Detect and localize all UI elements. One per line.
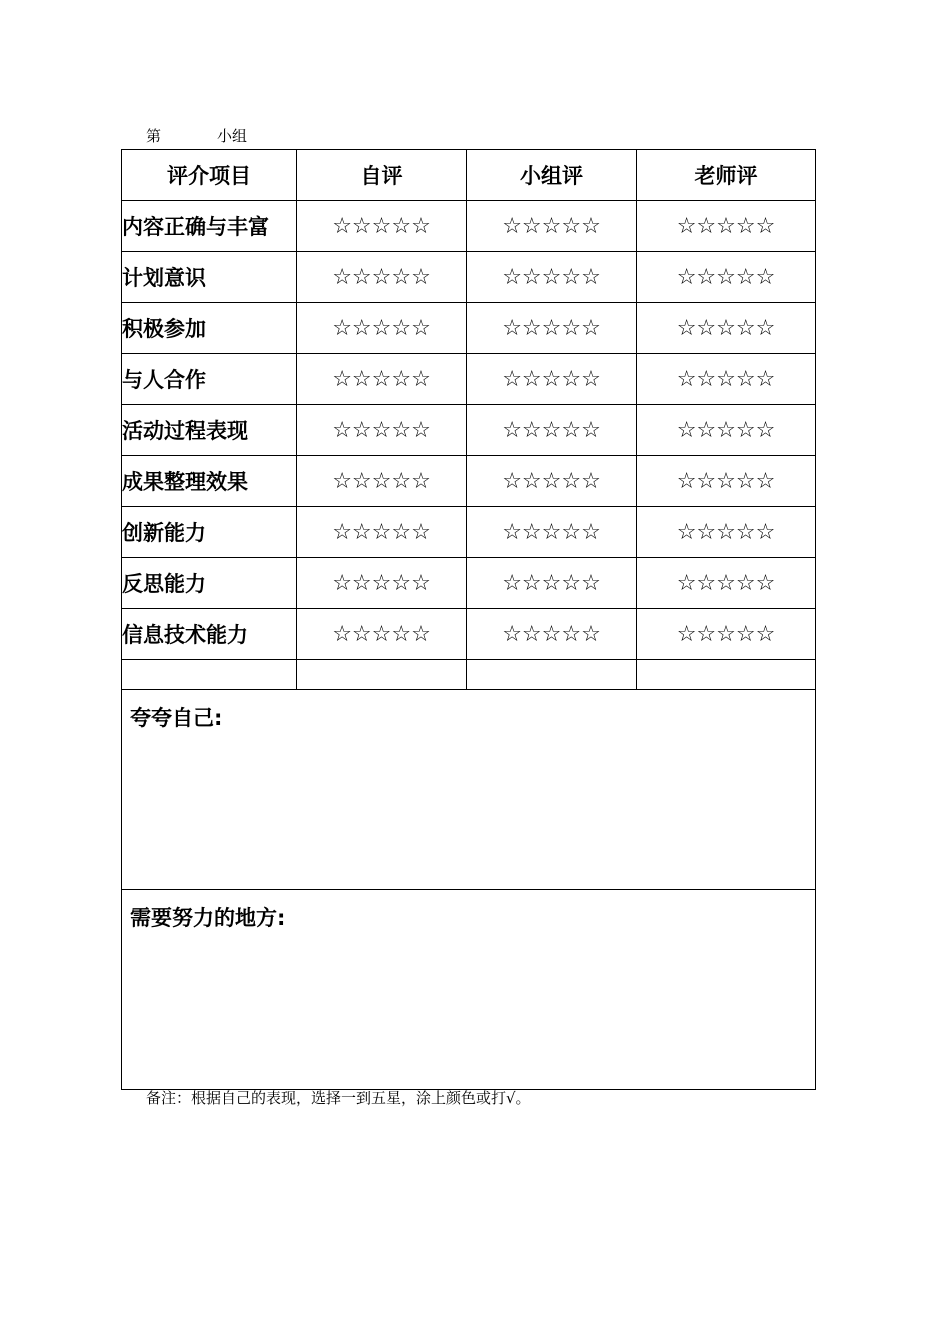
praise-row <box>122 690 816 890</box>
evaluation-table <box>121 149 816 1090</box>
group-number-line <box>146 127 247 145</box>
blank-self-cell[interactable] <box>297 660 467 690</box>
table-row <box>122 303 816 354</box>
group-rating-stars[interactable]: ☆☆☆☆☆ <box>467 354 637 405</box>
self-rating-stars[interactable]: ☆☆☆☆☆ <box>297 303 467 354</box>
self-rating-stars[interactable]: ☆☆☆☆☆ <box>297 201 467 252</box>
item-name: 积极参加 <box>122 303 297 354</box>
blank-item-cell[interactable] <box>122 660 297 690</box>
footer-note: 备注：根据自己的表现，选择一到五星，涂上颜色或打√。 <box>146 1089 531 1107</box>
praise-box[interactable] <box>122 690 816 890</box>
header-teacher: 老师评 <box>637 150 816 201</box>
item-name: 与人合作 <box>122 354 297 405</box>
group-rating-stars[interactable]: ☆☆☆☆☆ <box>467 507 637 558</box>
group-prefix: 第 <box>146 127 162 145</box>
group-rating-stars[interactable]: ☆☆☆☆☆ <box>467 303 637 354</box>
header-item: 评介项目 <box>122 150 297 201</box>
blank-teacher-cell[interactable] <box>637 660 816 690</box>
improve-row <box>122 890 816 1090</box>
table-header-row <box>122 150 816 201</box>
group-rating-stars[interactable]: ☆☆☆☆☆ <box>467 609 637 660</box>
praise-label: 夸夸自己: <box>130 706 223 730</box>
teacher-rating-stars[interactable]: ☆☆☆☆☆ <box>637 303 816 354</box>
group-rating-stars[interactable]: ☆☆☆☆☆ <box>467 252 637 303</box>
teacher-rating-stars[interactable]: ☆☆☆☆☆ <box>637 558 816 609</box>
item-name: 内容正确与丰富 <box>122 201 297 252</box>
self-rating-stars[interactable]: ☆☆☆☆☆ <box>297 456 467 507</box>
teacher-rating-stars[interactable]: ☆☆☆☆☆ <box>637 507 816 558</box>
item-name: 反思能力 <box>122 558 297 609</box>
teacher-rating-stars[interactable]: ☆☆☆☆☆ <box>637 252 816 303</box>
table-row <box>122 252 816 303</box>
group-rating-stars[interactable]: ☆☆☆☆☆ <box>467 558 637 609</box>
table-row <box>122 609 816 660</box>
group-rating-stars[interactable]: ☆☆☆☆☆ <box>467 405 637 456</box>
self-rating-stars[interactable]: ☆☆☆☆☆ <box>297 609 467 660</box>
blank-group-cell[interactable] <box>467 660 637 690</box>
improve-label: 需要努力的地方: <box>130 906 286 930</box>
blank-row <box>122 660 816 690</box>
teacher-rating-stars[interactable]: ☆☆☆☆☆ <box>637 405 816 456</box>
table-row <box>122 405 816 456</box>
table-row <box>122 201 816 252</box>
item-name: 活动过程表现 <box>122 405 297 456</box>
teacher-rating-stars[interactable]: ☆☆☆☆☆ <box>637 609 816 660</box>
teacher-rating-stars[interactable]: ☆☆☆☆☆ <box>637 201 816 252</box>
group-suffix: 小组 <box>217 127 248 145</box>
header-self: 自评 <box>297 150 467 201</box>
item-name: 信息技术能力 <box>122 609 297 660</box>
self-rating-stars[interactable]: ☆☆☆☆☆ <box>297 405 467 456</box>
item-name: 创新能力 <box>122 507 297 558</box>
improve-box[interactable] <box>122 890 816 1090</box>
table-row <box>122 456 816 507</box>
self-rating-stars[interactable]: ☆☆☆☆☆ <box>297 354 467 405</box>
table-row <box>122 558 816 609</box>
table-row <box>122 507 816 558</box>
item-name: 计划意识 <box>122 252 297 303</box>
self-rating-stars[interactable]: ☆☆☆☆☆ <box>297 558 467 609</box>
teacher-rating-stars[interactable]: ☆☆☆☆☆ <box>637 354 816 405</box>
group-rating-stars[interactable]: ☆☆☆☆☆ <box>467 201 637 252</box>
table-row <box>122 354 816 405</box>
group-rating-stars[interactable]: ☆☆☆☆☆ <box>467 456 637 507</box>
teacher-rating-stars[interactable]: ☆☆☆☆☆ <box>637 456 816 507</box>
header-group: 小组评 <box>467 150 637 201</box>
self-rating-stars[interactable]: ☆☆☆☆☆ <box>297 252 467 303</box>
self-rating-stars[interactable]: ☆☆☆☆☆ <box>297 507 467 558</box>
item-name: 成果整理效果 <box>122 456 297 507</box>
